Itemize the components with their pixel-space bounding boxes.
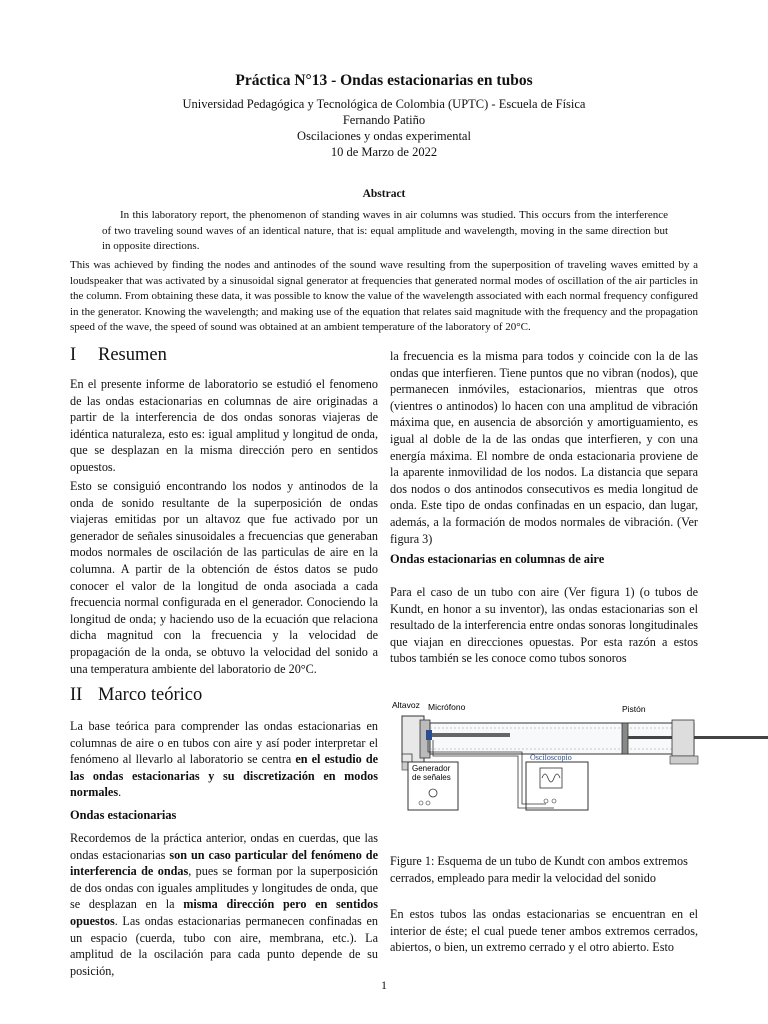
generator-label-line2: de señales	[412, 773, 451, 782]
bold-run: en el estudio de las ondas estacionarias y su discretización en modos normales	[70, 752, 379, 800]
page-number: 1	[381, 978, 387, 992]
subsection-heading-ondas-estacionarias: Ondas estacionarias	[70, 808, 177, 822]
section-number: I	[70, 345, 77, 365]
bold-run: misma dirección pero en sentidos opuestos	[70, 897, 379, 928]
abstract-paragraph-1: In this laboratory report, the phenomenon of standing waves in air columns was studied. This occurs from the interference of two traveling sound waves of an identical nature, that is: equal amplitude and wavelength, moving in the same direction but in opposite directions.	[102, 209, 668, 252]
piston	[622, 723, 628, 754]
paper-title: Práctica N°13 - Ondas estacionarias en tubos	[235, 72, 533, 89]
microphone-rod	[432, 733, 510, 737]
text-run: La base teórica para comprender las ondas estacionarias en columnas de aire o en tubos con aire y así poder interpretar el fenómeno al llevarlo al laboratorio se centra	[70, 719, 378, 767]
generator-label-line1: Generador	[412, 764, 451, 773]
institution: Universidad Pedagógica y Tecnológica de Colombia (UPTC) - Escuela de Física	[182, 97, 586, 111]
text-run: . Las ondas estacionarias permanecen confinadas en un espacio (cuerda, tubo con aire, membrana, etc.). La amplitud de la oscilación para cada punto depende de su posición,	[70, 913, 378, 978]
resumen-paragraph-1: En el presente informe de laboratorio se estudió el fenomeno de las ondas estacionarias en columnas de aire originadas a partir de la interferencia de dos ondas sonoras viajeras de idéntica naturaleza, esto es: igual amplitud y longitud de onda, que se desplazan en la misma dirección pero en sentidos opuestos.	[70, 377, 378, 474]
right-paragraph-2: Para el caso de un tubo con aire (Ver figura 1) (o tubos de Kundt, en honor a su inventor), las ondas estacionarias son el resultado de la interferencia entre ondas sonoras longitudinales que viajan en direcciones opuestas. Por esta razón a estos tubos también se les conoce como tubos sonoros	[390, 585, 698, 666]
text-run: , pues se forman por la superposición de dos ondas con iguales amplitudes y longitudes de onda, que se desplazan en la	[70, 864, 378, 912]
abstract-paragraph-2: This was achieved by finding the nodes and antinodes of the sound wave resulting from the superposition of traveling waves emitted by a loudspeaker that was activated by a sinusoidal signal generator at frequencies that generated normal modes of oscillation of the air particles in the column. From obtaining these data, it was possible to know the value of the wavelength associated with each normal frequency configured in the generator. Knowing the wavelength; and making use of the equation that relates said magnitude with the frequency and the propagation speed of the wave, the speed of sound was obtained at an ambient temperature of the laboratory of 20°C.	[70, 259, 698, 333]
resumen-paragraph-2: Esto se consiguió encontrando los nodos y antinodos de la onda de sonido resultante de la superposición de ondas viajeras emitidas por un altavoz que fue activado por un generador de señales sinusoidales a frecuencias que generaban modos normales de oscilación de las particulas de aire en la columna. A partir de la obtención de éstos datos se pudo conocer el valor de la longitud de onda asociada a cada frecuencia normal configurada en el generador. Conociendo la longitud de onda; y haciendo uso de la ecuación que relaciona dicha magnitud con la frecuencia y la velocidad de propagación de la onda, se obtuvo la velocidad del sonido a una temperatura ambiente del laboratorio de 20°C.	[70, 479, 378, 676]
support-right	[670, 756, 698, 764]
marco-paragraph-1	[70, 718, 378, 801]
right-paragraph-1: la frecuencia es la misma para todos y coincide con la de las ondas que interfieren. Tiene puntos que no vibran (nodos), que permanecen inmóviles, estacionarios, mientras que otros (vientres o antinodos) lo hacen con una amplitud de vibración máxima que, en ausencia de absorción y amortiguamiento, es igual al doble de la de las ondas que interfieren, y con una energía máxima. El nombre de onda estacionaria proviene de la aparente inmovilidad de los nodos. La distancia que separa dos nodos o dos antinodos consecutivos es media longitud de onda. Este tipo de ondas confinadas en un espacio, dan lugar, además, a la formación de modos normales de vibración. (Ver figura 3)	[390, 349, 698, 546]
section-number: II	[70, 685, 83, 705]
microphone	[426, 730, 432, 740]
section-title: Marco teórico	[98, 685, 203, 705]
piston-rod	[628, 736, 768, 739]
section-title: Resumen	[98, 345, 167, 365]
section-heading-marco-teorico	[70, 685, 202, 706]
oscilloscope-screen	[540, 768, 562, 788]
oscilloscope-label: Osciloscopio	[530, 753, 572, 762]
text-run: .	[118, 785, 122, 800]
course: Oscilaciones y ondas experimental	[297, 129, 471, 143]
speaker-label: Altavoz	[392, 700, 420, 710]
author: Fernando Patiño	[342, 113, 426, 127]
figure-caption: Figure 1: Esquema de un tubo de Kundt con ambos extremos cerrados, empleado para medir la velocidad del sonido	[390, 854, 688, 885]
piston-label: Pistón	[622, 704, 646, 714]
kundt-tube-figure	[390, 696, 768, 836]
date: 10 de Marzo de 2022	[330, 145, 438, 159]
right-paragraph-3: En estos tubos las ondas estacionarias se encuentran en el interior de éste; el cual puede tener ambos extremos cerrados, abiertos, o bien, un extremo cerrado y el otro abierto. Esto	[390, 907, 698, 955]
text-run: Recordemos de la práctica anterior, ondas en cuerdas, que las ondas estacionarias	[70, 831, 378, 862]
section-heading-resumen	[70, 345, 167, 366]
subsection-heading-columnas-de-aire: Ondas estacionarias en columnas de aire	[390, 552, 605, 566]
bold-run: son un caso particular del fenómeno de interferencia de ondas	[70, 847, 378, 879]
end-stand	[672, 720, 694, 756]
marco-paragraph-2	[70, 830, 378, 979]
abstract-heading: Abstract	[362, 188, 406, 200]
microphone-label: Micrófono	[428, 702, 466, 712]
